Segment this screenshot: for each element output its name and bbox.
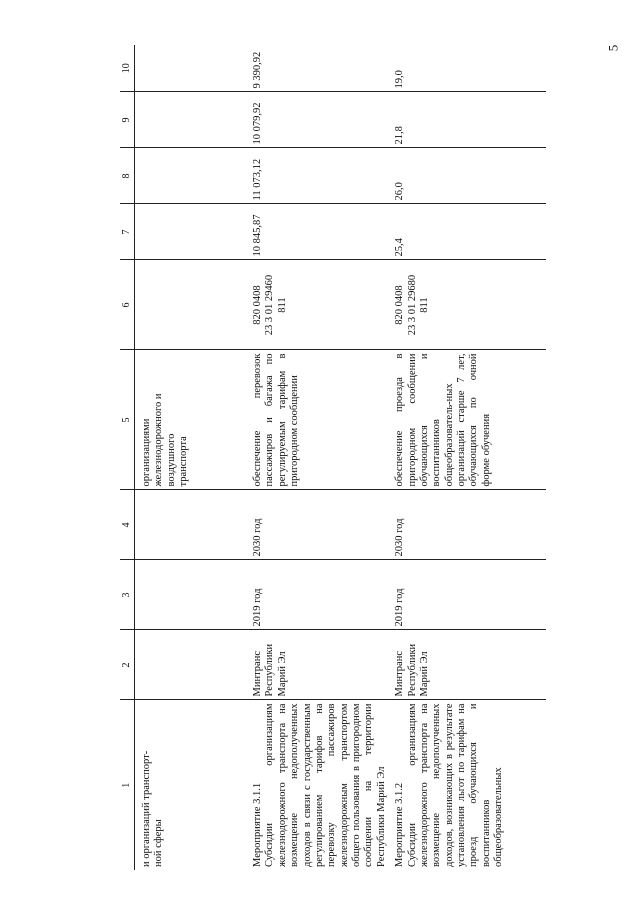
cell-value-10: 9 390,92 [248, 45, 390, 92]
cell-end-year: 2030 год [390, 490, 546, 560]
cell-value-7: 10 845,87 [248, 204, 390, 260]
header-cell: 1 [120, 700, 135, 870]
cell-value-10: 19,0 [390, 45, 546, 92]
header-cell: 2 [120, 630, 135, 700]
cell-start-year: 2019 год [390, 560, 546, 630]
cell-value-7 [135, 204, 249, 260]
cell-measure: Мероприятие 3.1.2 Субсидии организациям железнодорожного транспорта на возмещение недополученных доходов, возникающих в результате установления льгот по тарифам на проезд обучающихся и воспитанников общеобразовательных [394, 703, 505, 867]
cell-start-year: 2019 год [248, 560, 390, 630]
header-row [120, 45, 135, 870]
cell-executor: Минтранс Республики Марий Эл [248, 630, 390, 700]
page-number: 5 [604, 44, 620, 52]
cell-measure: и организаций транспорт- ной сферы [141, 750, 165, 867]
cell-value-8: 11 073,12 [248, 148, 390, 204]
cell-value-9: 10 079,92 [248, 92, 390, 148]
cell-result: обеспечение проезда в пригородном сообщении обучающихся и воспитанников общеобразователь-ных организаций старше 7 лет, обучающихся по очной форме обучения [390, 350, 546, 490]
cell-value-10 [135, 45, 249, 92]
cell-budget-code: 820 0408 23 3 01 29460 811 [248, 260, 390, 350]
cell-budget-code [135, 260, 249, 350]
header-cell: 7 [120, 204, 135, 260]
cell-measure: Мероприятие 3.1.1 Субсидии организациям железнодорожного транспорта на возмещение недополученных доходов в связи с государственным регулированием тарифов на перевозку пассажиров железнодорожным транспортом общего пользования в пригородном сообщении на территории Республики Марий Эл [252, 703, 387, 867]
rotated-table-container [120, 45, 620, 870]
cell-executor: Минтранс Республики Марий Эл [390, 630, 546, 700]
cell-end-year: 2030 год [248, 490, 390, 560]
header-cell: 3 [120, 560, 135, 630]
cell-executor [135, 630, 249, 700]
cell-value-9 [135, 92, 249, 148]
header-cell: 5 [120, 350, 135, 490]
header-cell: 9 [120, 92, 135, 148]
cell-value-7: 25,4 [390, 204, 546, 260]
header-cell: 4 [120, 490, 135, 560]
cell-value-8 [135, 148, 249, 204]
measures-table [120, 45, 546, 870]
header-cell: 6 [120, 260, 135, 350]
cell-budget-code: 820 0408 23 3 01 29680 811 [390, 260, 546, 350]
cell-value-9: 21,8 [390, 92, 546, 148]
table-row [248, 45, 390, 870]
cell-end-year [135, 490, 249, 560]
cell-value-8: 26,0 [390, 148, 546, 204]
cell-result: обеспечение перевозок пассажиров и багажа по регулируемым тарифам в пригородном сообщении [248, 350, 390, 490]
header-cell: 10 [120, 45, 135, 92]
cell-result: организациями железнодорожного и воздушного транспорта [135, 350, 249, 490]
cell-start-year [135, 560, 249, 630]
table-row [135, 45, 249, 870]
table-row [390, 45, 546, 870]
header-cell: 8 [120, 148, 135, 204]
